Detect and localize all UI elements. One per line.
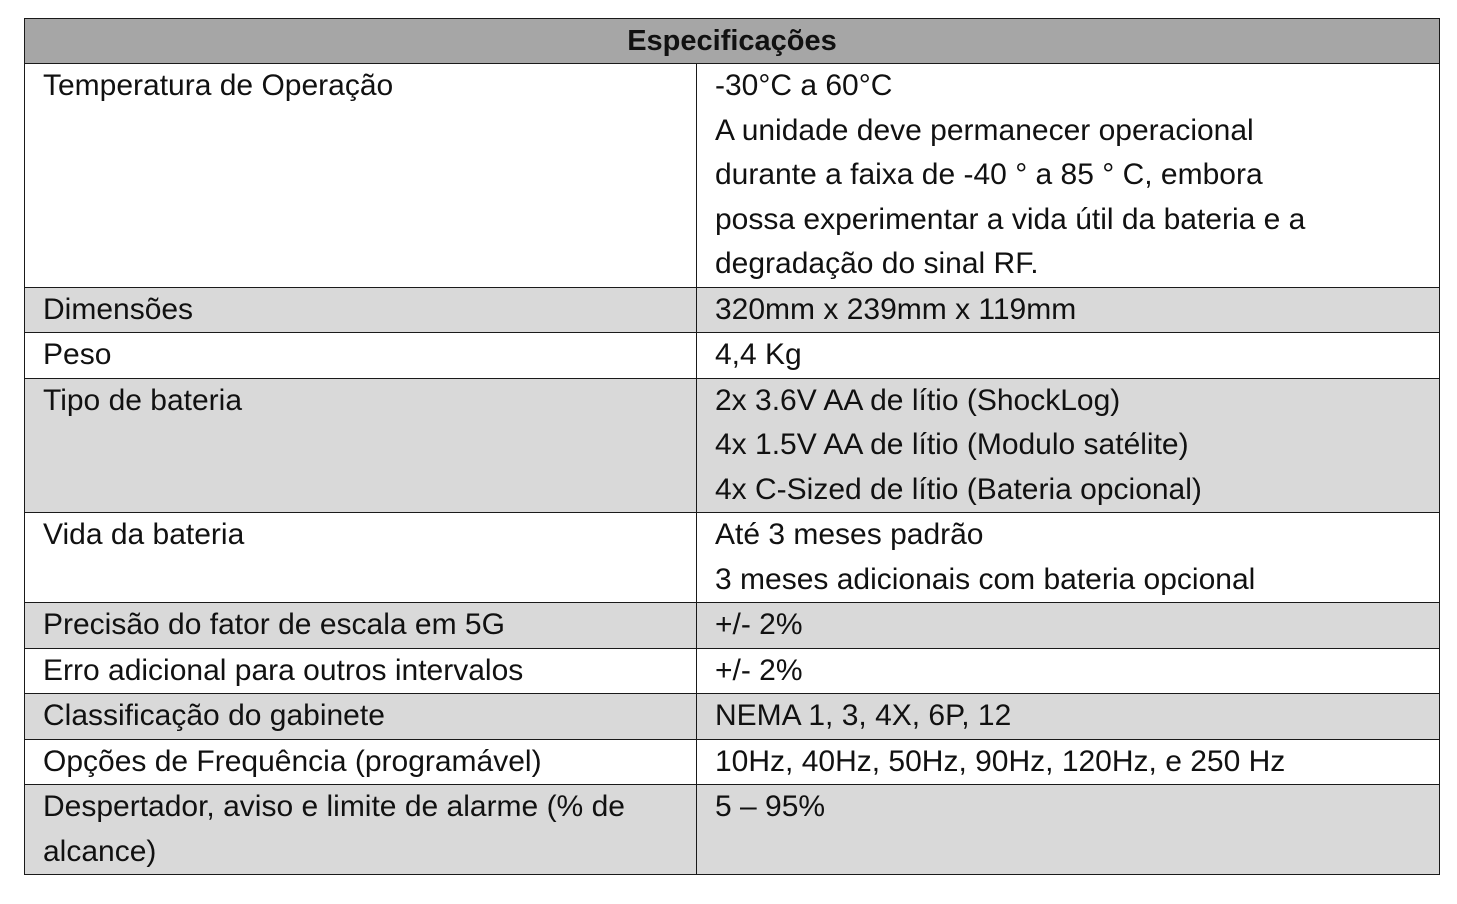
table-row-enclosure-rating (25, 694, 1440, 740)
specifications-table (24, 18, 1440, 875)
row-label: Precisão do fator de escala em 5G (25, 603, 697, 649)
table-row-battery-type (25, 378, 1440, 513)
row-value: +/- 2% (697, 603, 1440, 649)
table-header-row (25, 19, 1440, 64)
row-label: Tipo de bateria (25, 378, 697, 513)
value-line: 4x C-Sized de lítio (Bateria opcional) (715, 472, 1202, 506)
row-value: 4,4 Kg (697, 333, 1440, 379)
row-label (25, 785, 697, 875)
row-value: +/- 2% (697, 648, 1440, 694)
value-line: 4x 1.5V AA de lítio (Modulo satélite) (715, 428, 1189, 461)
table-row-weight (25, 333, 1440, 379)
value-line: A unidade deve permanecer operacional (715, 113, 1254, 147)
value-line: 3 meses adicionais com bateria opcional (715, 562, 1256, 596)
table-row-battery-life (25, 513, 1440, 603)
row-label: Temperatura de Operação (25, 64, 697, 288)
row-label: Vida da bateria (25, 513, 697, 603)
table-row-dimensions (25, 287, 1440, 333)
table-title: Especificações (25, 19, 1440, 64)
row-value: 10Hz, 40Hz, 50Hz, 90Hz, 120Hz, e 250 Hz (697, 739, 1440, 785)
value-line: 2x 3.6V AA de lítio (ShockLog) (715, 383, 1121, 417)
table-row-scale-factor-accuracy (25, 603, 1440, 649)
value-line: degradação do sinal RF. (715, 247, 1039, 280)
row-value: 320mm x 239mm x 119mm (697, 287, 1440, 333)
row-label: Erro adicional para outros intervalos (25, 648, 697, 694)
table-row-additional-error (25, 648, 1440, 694)
row-value (697, 513, 1440, 603)
row-value: NEMA 1, 3, 4X, 6P, 12 (697, 694, 1440, 740)
table-row-operating-temperature (25, 64, 1440, 288)
value-line: -30°C a 60°C (715, 69, 893, 102)
row-label: Peso (25, 333, 697, 379)
value-line: possa experimentar a vida útil da bateria e a (715, 202, 1306, 236)
value-line: durante a faixa de -40 ° a 85 ° C, embora (715, 158, 1263, 191)
table-row-alarm-limit (25, 785, 1440, 875)
label-line: alcance) (43, 834, 157, 868)
row-value (697, 378, 1440, 513)
row-label: Dimensões (25, 287, 697, 333)
row-value: 5 – 95% (697, 785, 1440, 875)
label-line: Despertador, aviso e limite de alarme (% de (43, 790, 625, 823)
row-label: Opções de Frequência (programável) (25, 739, 697, 785)
row-label: Classificação do gabinete (25, 694, 697, 740)
table-row-frequency-options (25, 739, 1440, 785)
value-line: Até 3 meses padrão (715, 518, 984, 551)
row-value (697, 64, 1440, 288)
